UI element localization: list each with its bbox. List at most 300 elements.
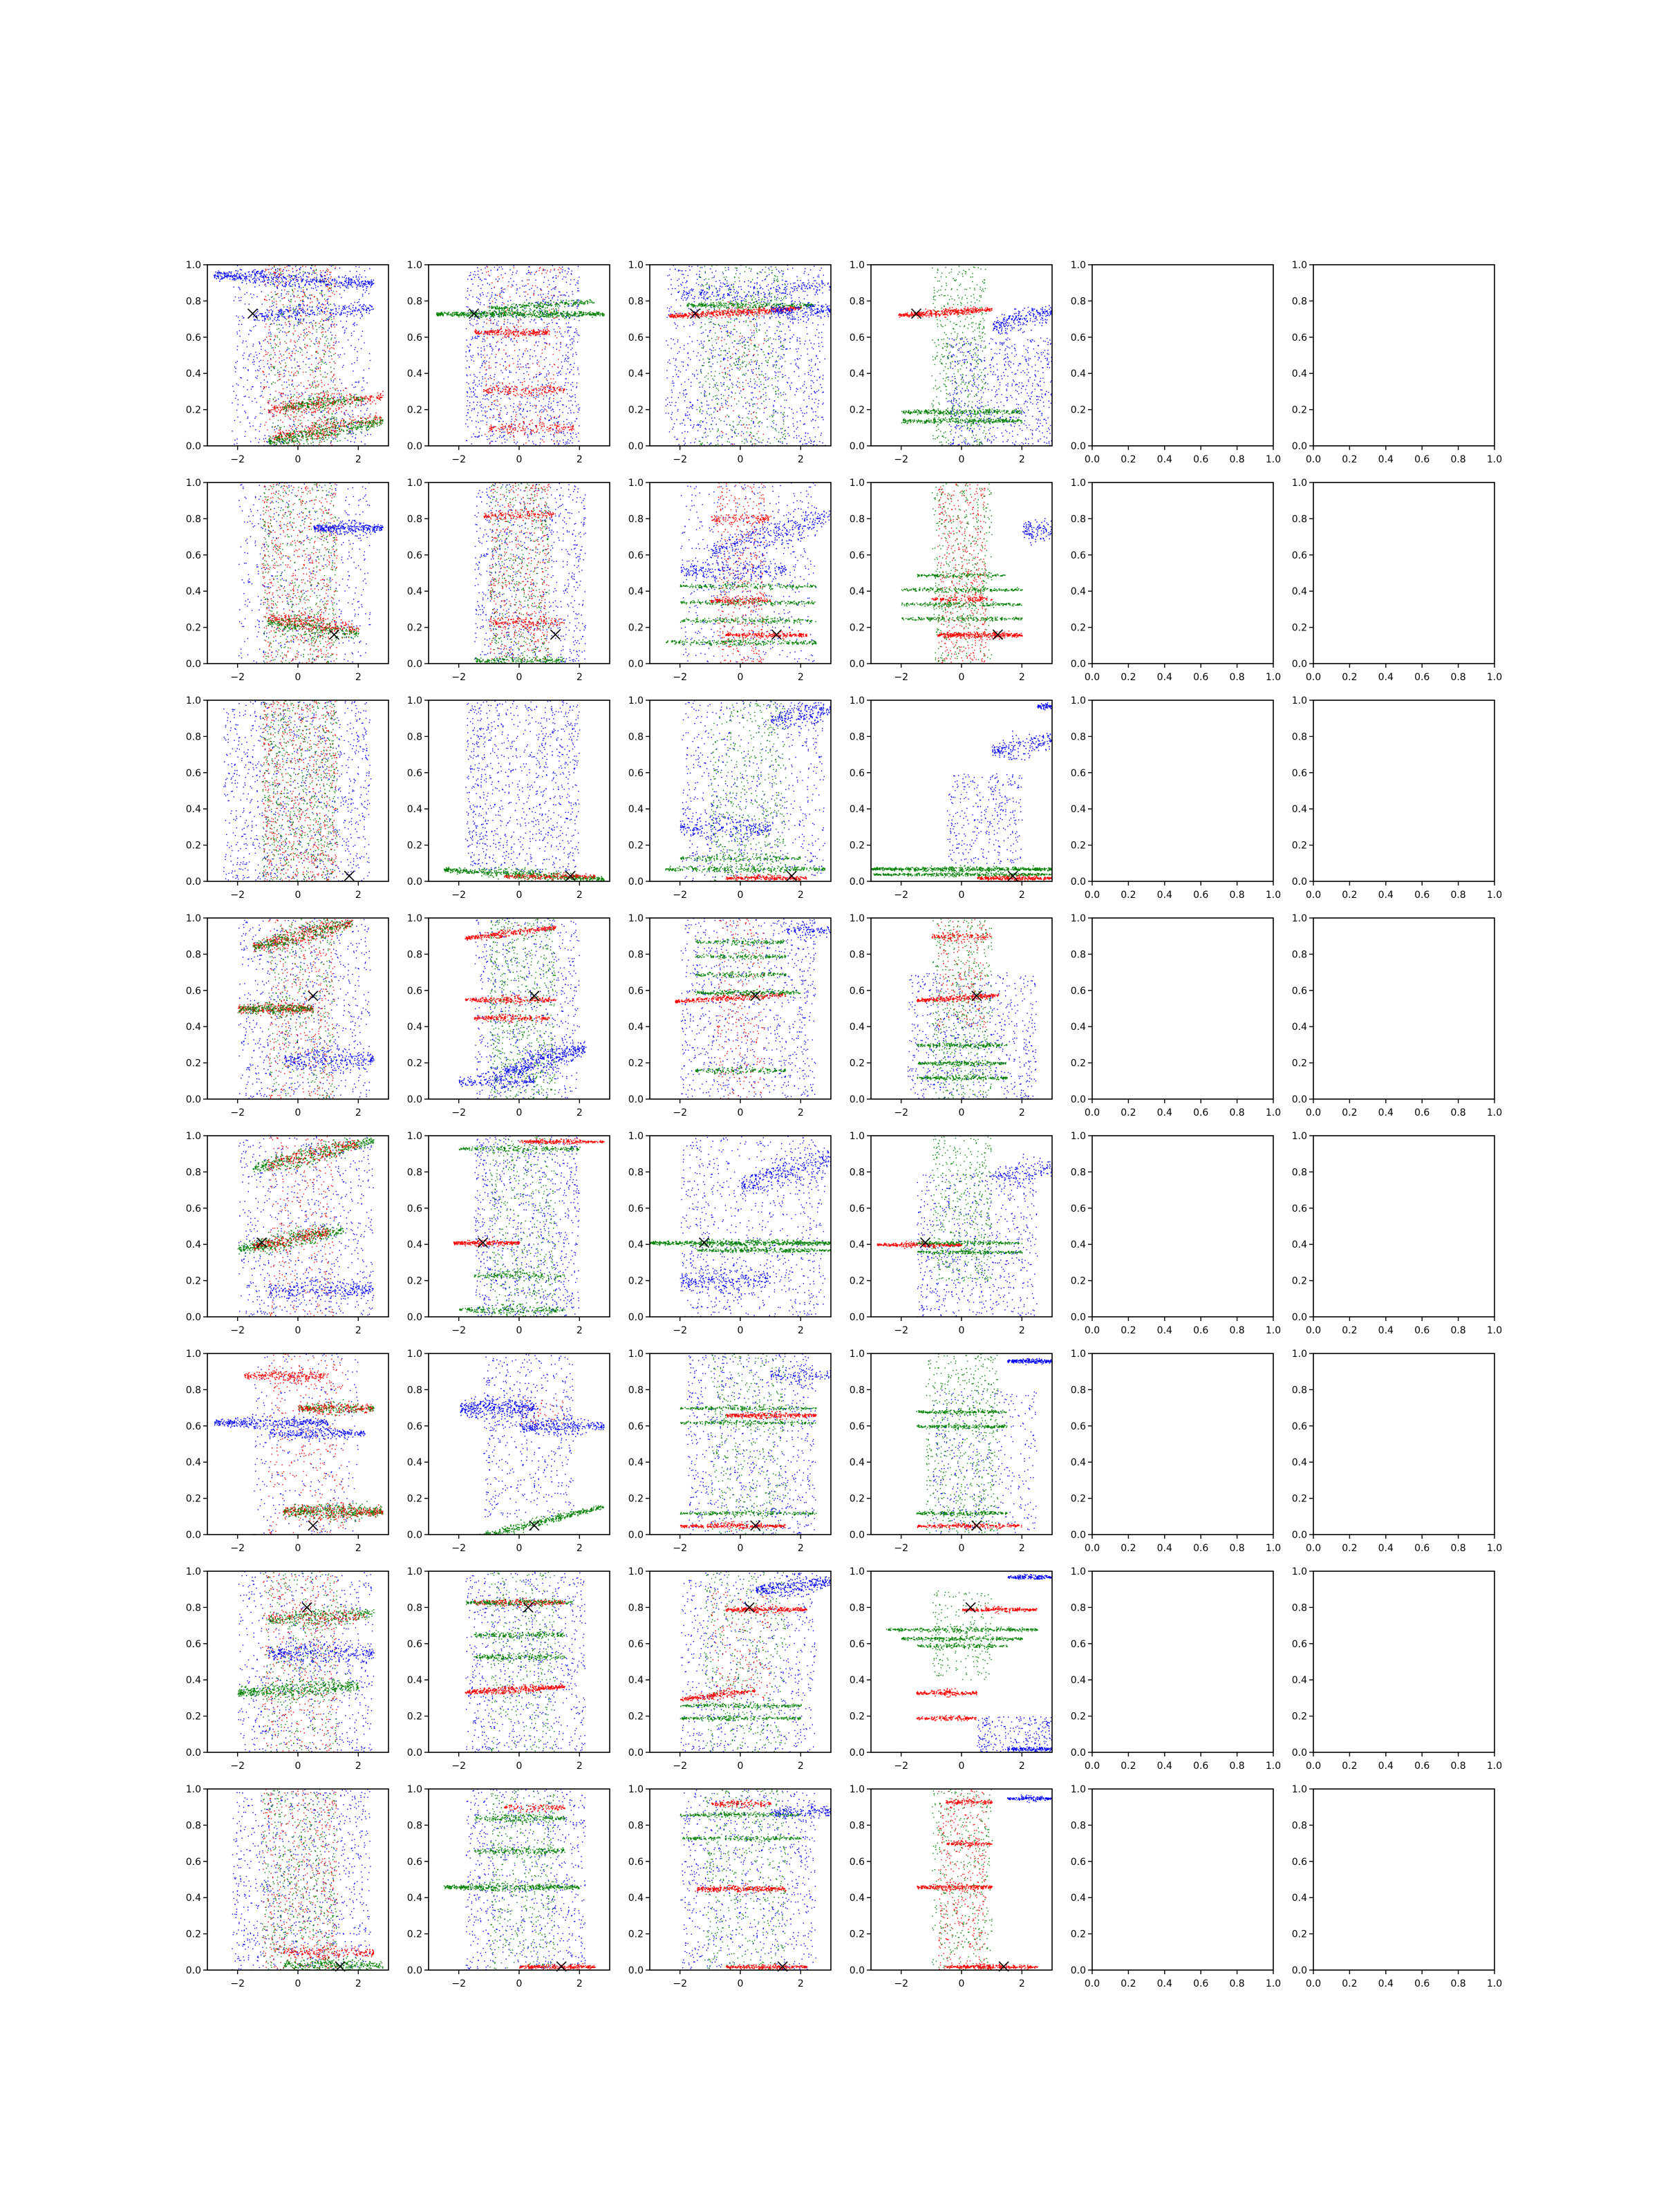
scatter-point	[320, 429, 321, 431]
series-blue-band	[253, 296, 374, 326]
scatter-point	[377, 393, 379, 394]
scatter-point	[290, 308, 292, 309]
scatter-point	[524, 418, 525, 419]
scatter-point	[236, 276, 237, 278]
scatter-point	[352, 310, 353, 312]
scatter-point	[367, 286, 368, 288]
scatter-point	[299, 286, 300, 288]
scatter-point	[252, 279, 254, 280]
scatter-point	[298, 306, 299, 307]
scatter-point	[380, 400, 382, 401]
scatter-point	[339, 440, 341, 442]
scatter-point	[275, 401, 276, 402]
scatter-point	[259, 353, 260, 354]
scatter-point	[367, 425, 368, 427]
scatter-point	[380, 420, 382, 422]
scatter-point	[345, 400, 346, 402]
scatter-point	[350, 422, 352, 423]
scatter-point	[294, 417, 295, 418]
scatter-point	[321, 285, 322, 286]
scatter-point	[328, 422, 329, 423]
scatter-point	[334, 374, 335, 375]
scatter-point	[294, 353, 295, 354]
scatter-point	[348, 432, 350, 433]
scatter-point	[299, 272, 300, 273]
scatter-point	[290, 296, 291, 297]
scatter-point	[334, 281, 335, 282]
scatter-point	[510, 300, 511, 301]
scatter-point	[259, 274, 261, 275]
scatter-point	[317, 280, 318, 281]
scatter-point	[504, 439, 505, 440]
scatter-point	[575, 401, 576, 402]
scatter-point	[288, 442, 290, 444]
scatter-point	[240, 269, 241, 270]
scatter-point	[299, 439, 300, 440]
scatter-point	[337, 441, 339, 442]
scatter-point	[330, 282, 331, 283]
scatter-point	[297, 431, 298, 432]
scatter-point	[370, 421, 371, 422]
scatter-point	[296, 431, 297, 432]
scatter-point	[272, 320, 273, 321]
scatter-point	[542, 349, 543, 350]
scatter-point	[281, 298, 282, 299]
scatter-point	[301, 280, 303, 281]
scatter-point	[332, 279, 334, 281]
scatter-point	[353, 310, 355, 311]
scatter-point	[507, 322, 508, 323]
scatter-point	[289, 353, 290, 354]
scatter-point	[262, 281, 263, 282]
scatter-point	[444, 312, 445, 313]
scatter-point	[559, 440, 560, 441]
scatter-point	[294, 437, 295, 438]
scatter-point	[479, 380, 480, 381]
scatter-point	[343, 312, 344, 314]
scatter-point	[222, 278, 223, 279]
scatter-point	[303, 319, 305, 320]
scatter-point	[328, 405, 329, 406]
scatter-point	[335, 283, 337, 285]
scatter-point	[549, 284, 550, 285]
scatter-point	[480, 354, 481, 355]
scatter-point	[350, 397, 352, 399]
scatter-point	[302, 394, 303, 395]
scatter-point	[291, 404, 292, 405]
scatter-point	[303, 310, 305, 312]
scatter-point	[297, 313, 298, 315]
scatter-point	[510, 339, 511, 340]
scatter-point	[297, 315, 298, 317]
scatter-point	[328, 394, 329, 395]
scatter-point	[566, 419, 567, 420]
scatter-point	[275, 382, 276, 383]
scatter-point	[349, 308, 350, 310]
scatter-point	[263, 276, 265, 278]
scatter-point	[279, 409, 280, 411]
scatter-point	[344, 276, 345, 278]
scatter-point	[497, 409, 498, 410]
scatter-point	[336, 418, 337, 419]
scatter-point	[254, 270, 256, 271]
scatter-point	[327, 311, 328, 312]
scatter-point	[488, 406, 489, 407]
scatter-point	[244, 278, 245, 279]
scatter-point	[276, 444, 277, 445]
scatter-point	[327, 269, 328, 270]
scatter-point	[359, 310, 361, 311]
scatter-point	[330, 423, 332, 424]
scatter-point	[355, 434, 357, 435]
scatter-point	[358, 415, 359, 417]
scatter-point	[526, 299, 527, 300]
scatter-point	[303, 409, 305, 411]
scatter-point	[315, 280, 317, 281]
scatter-point	[279, 313, 281, 315]
scatter-point	[233, 287, 234, 288]
scatter-point	[578, 404, 579, 405]
scatter-point	[294, 431, 295, 432]
scatter-point	[319, 280, 320, 281]
scatter-point	[350, 441, 351, 442]
scatter-point	[350, 283, 352, 284]
scatter-point	[344, 353, 345, 354]
scatter-point	[344, 397, 345, 399]
scatter-point	[355, 419, 356, 420]
scatter-point	[317, 309, 319, 310]
scatter-point	[335, 390, 337, 391]
scatter-point	[272, 366, 273, 367]
scatter-point	[324, 439, 325, 440]
scatter-point	[324, 398, 326, 400]
scatter-point	[337, 428, 339, 429]
scatter-point	[239, 320, 240, 321]
scatter-point	[283, 314, 284, 315]
scatter-point	[532, 356, 533, 357]
scatter-point	[333, 379, 334, 380]
scatter-point	[331, 319, 332, 320]
scatter-point	[299, 347, 300, 348]
scatter-point	[329, 345, 330, 346]
scatter-point	[375, 423, 377, 424]
scatter-point	[254, 280, 256, 281]
scatter-point	[295, 440, 297, 442]
scatter-point	[279, 412, 281, 413]
scatter-point	[288, 311, 289, 312]
scatter-point	[272, 416, 273, 417]
scatter-point	[578, 299, 579, 300]
scatter-point	[347, 402, 348, 404]
scatter-point	[306, 332, 307, 333]
scatter-point	[380, 397, 382, 399]
scatter-point	[320, 431, 321, 433]
scatter-point	[353, 311, 354, 312]
scatter-point	[355, 307, 357, 308]
x-marker	[248, 309, 258, 319]
scatter-point	[270, 441, 272, 442]
scatter-point	[369, 422, 371, 424]
scatter-point	[310, 431, 312, 432]
scatter-point	[557, 375, 558, 376]
scatter-point	[277, 407, 279, 409]
scatter-point	[237, 265, 238, 266]
scatter-point	[268, 283, 269, 284]
scatter-point	[296, 403, 297, 404]
scatter-point	[466, 351, 467, 352]
scatter-point	[289, 400, 290, 401]
scatter-point	[527, 435, 528, 436]
scatter-point	[288, 379, 289, 380]
scatter-point	[284, 370, 285, 371]
scatter-point	[289, 405, 290, 406]
scatter-point	[312, 371, 313, 372]
scatter-point	[303, 312, 304, 313]
scatter-point	[280, 407, 281, 409]
scatter-point	[355, 386, 356, 387]
scatter-point	[373, 422, 374, 424]
scatter-point	[350, 394, 351, 395]
scatter-point	[231, 275, 232, 276]
scatter-point	[223, 272, 225, 273]
scatter-point	[323, 431, 324, 432]
scatter-point	[531, 288, 532, 289]
scatter-point	[311, 434, 312, 435]
scatter-point	[307, 304, 308, 305]
scatter-point	[306, 281, 308, 283]
scatter-point	[335, 437, 336, 438]
scatter-point	[299, 404, 300, 406]
scatter-point	[268, 366, 269, 367]
scatter-point	[294, 411, 295, 413]
scatter-point	[315, 404, 317, 405]
scatter-point	[479, 372, 480, 373]
scatter-point	[324, 343, 325, 344]
scatter-point	[306, 315, 308, 317]
scatter-point	[358, 404, 359, 406]
scatter-point	[373, 308, 374, 310]
scatter-point	[273, 281, 274, 283]
scatter-point	[306, 411, 307, 412]
scatter-point	[276, 285, 277, 286]
scatter-point	[255, 352, 256, 353]
scatter-point	[565, 382, 566, 383]
scatter-point	[290, 409, 292, 411]
scatter-point	[557, 405, 558, 406]
scatter-point	[364, 283, 366, 284]
scatter-point	[316, 369, 317, 370]
scatter-point	[298, 319, 299, 320]
scatter-point	[248, 334, 249, 335]
scatter-point	[270, 284, 271, 285]
scatter-point	[330, 272, 331, 273]
scatter-point	[330, 316, 331, 317]
scatter-point	[315, 352, 316, 353]
scatter-point	[332, 387, 333, 388]
scatter-point	[330, 296, 331, 297]
scatter-point	[312, 404, 314, 406]
scatter-point	[569, 269, 570, 270]
scatter-point	[556, 317, 557, 318]
scatter-point	[280, 275, 281, 276]
scatter-point	[355, 404, 357, 406]
scatter-point	[277, 315, 279, 316]
scatter-point	[294, 312, 295, 313]
scatter-point	[469, 402, 470, 403]
scatter-point	[516, 388, 517, 389]
scatter-point	[279, 276, 280, 278]
scatter-point	[260, 406, 261, 407]
scatter-point	[360, 418, 362, 419]
scatter-point	[367, 308, 368, 309]
scatter-point	[361, 397, 362, 399]
scatter-point	[359, 282, 360, 283]
scatter-point	[265, 315, 267, 317]
scatter-point	[572, 316, 573, 317]
scatter-point	[574, 394, 575, 395]
scatter-point	[556, 349, 557, 350]
scatter-point	[280, 354, 281, 355]
scatter-point	[556, 418, 557, 419]
scatter-point	[277, 317, 279, 319]
scatter-point	[334, 420, 335, 421]
scatter-point	[301, 310, 302, 311]
scatter-point	[317, 403, 319, 404]
scatter-point	[573, 367, 574, 368]
scatter-point	[542, 312, 543, 313]
scatter-point	[280, 282, 281, 283]
scatter-point	[296, 409, 297, 410]
scatter-point	[471, 279, 472, 280]
scatter-point	[350, 303, 351, 304]
scatter-point	[265, 271, 266, 272]
scatter-point	[277, 436, 279, 438]
scatter-point	[361, 431, 362, 433]
scatter-point	[362, 285, 364, 286]
scatter-point	[340, 431, 341, 432]
scatter-point	[262, 315, 263, 317]
scatter-point	[279, 310, 280, 312]
scatter-point	[320, 306, 321, 308]
scatter-point	[366, 286, 367, 288]
scatter-point	[366, 410, 367, 411]
scatter-point	[361, 281, 362, 283]
scatter-point	[469, 396, 470, 397]
scatter-point	[303, 443, 305, 444]
scatter-point	[272, 312, 273, 314]
scatter-point	[554, 289, 555, 290]
scatter-point	[330, 403, 331, 404]
scatter-point	[358, 276, 359, 278]
scatter-point	[375, 422, 376, 423]
scatter-point	[252, 386, 253, 387]
scatter-point	[543, 410, 544, 411]
scatter-point	[539, 390, 540, 391]
scatter-point	[320, 418, 321, 419]
scatter-point	[277, 281, 279, 283]
scatter-point	[363, 286, 364, 288]
scatter-point	[357, 285, 358, 287]
scatter-point	[569, 422, 570, 423]
scatter-point	[291, 372, 292, 373]
scatter-point	[274, 437, 276, 438]
scatter-point	[359, 274, 360, 275]
scatter-point	[358, 420, 359, 421]
scatter-point	[283, 441, 285, 442]
scatter-point	[529, 321, 530, 322]
scatter-point	[276, 277, 277, 279]
scatter-point	[228, 275, 229, 276]
scatter-point	[355, 394, 357, 395]
scatter-point	[478, 436, 479, 437]
scatter-point	[546, 373, 547, 374]
scatter-point	[371, 283, 372, 284]
scatter-point	[277, 293, 278, 294]
scatter-point	[300, 352, 301, 353]
scatter-point	[308, 402, 309, 404]
scatter-point	[249, 271, 250, 272]
scatter-point	[539, 268, 540, 269]
scatter-point	[247, 417, 248, 418]
scatter-point	[277, 440, 279, 442]
scatter-point	[298, 323, 299, 324]
scatter-point	[563, 421, 564, 422]
scatter-point	[358, 382, 359, 383]
scatter-point	[353, 417, 354, 418]
scatter-point	[375, 417, 376, 418]
scatter-point	[328, 413, 330, 414]
scatter-point	[563, 433, 564, 434]
scatter-point	[324, 312, 326, 313]
scatter-point	[312, 272, 313, 273]
scatter-point	[367, 382, 368, 383]
scatter-point	[576, 387, 577, 388]
scatter-point	[322, 279, 324, 280]
scatter-point	[264, 281, 265, 282]
scatter-point	[273, 305, 274, 306]
scatter-point	[289, 439, 290, 440]
scatter-point	[373, 397, 374, 398]
scatter-point	[330, 339, 331, 340]
scatter-point	[306, 432, 308, 433]
scatter-point	[318, 397, 319, 398]
scatter-point	[338, 422, 339, 424]
scatter-point	[280, 402, 281, 403]
scatter-point	[268, 409, 270, 411]
scatter-point	[315, 287, 316, 288]
scatter-point	[506, 370, 507, 371]
scatter-point	[317, 430, 319, 431]
scatter-point	[311, 288, 312, 289]
scatter-point	[490, 298, 491, 299]
scatter-point	[337, 282, 338, 283]
scatter-point	[268, 279, 270, 281]
scatter-point	[331, 430, 332, 431]
scatter-point	[369, 415, 371, 417]
scatter-point	[576, 405, 577, 406]
scatter-point	[556, 440, 557, 441]
scatter-point	[288, 403, 289, 404]
scatter-point	[320, 427, 321, 428]
scatter-point	[468, 409, 469, 410]
scatter-point	[255, 283, 256, 284]
scatter-point	[296, 274, 297, 276]
scatter-point	[564, 361, 565, 362]
scatter-point	[536, 271, 537, 272]
scatter-point	[550, 418, 551, 419]
scatter-point	[366, 310, 367, 311]
scatter-point	[289, 357, 290, 358]
